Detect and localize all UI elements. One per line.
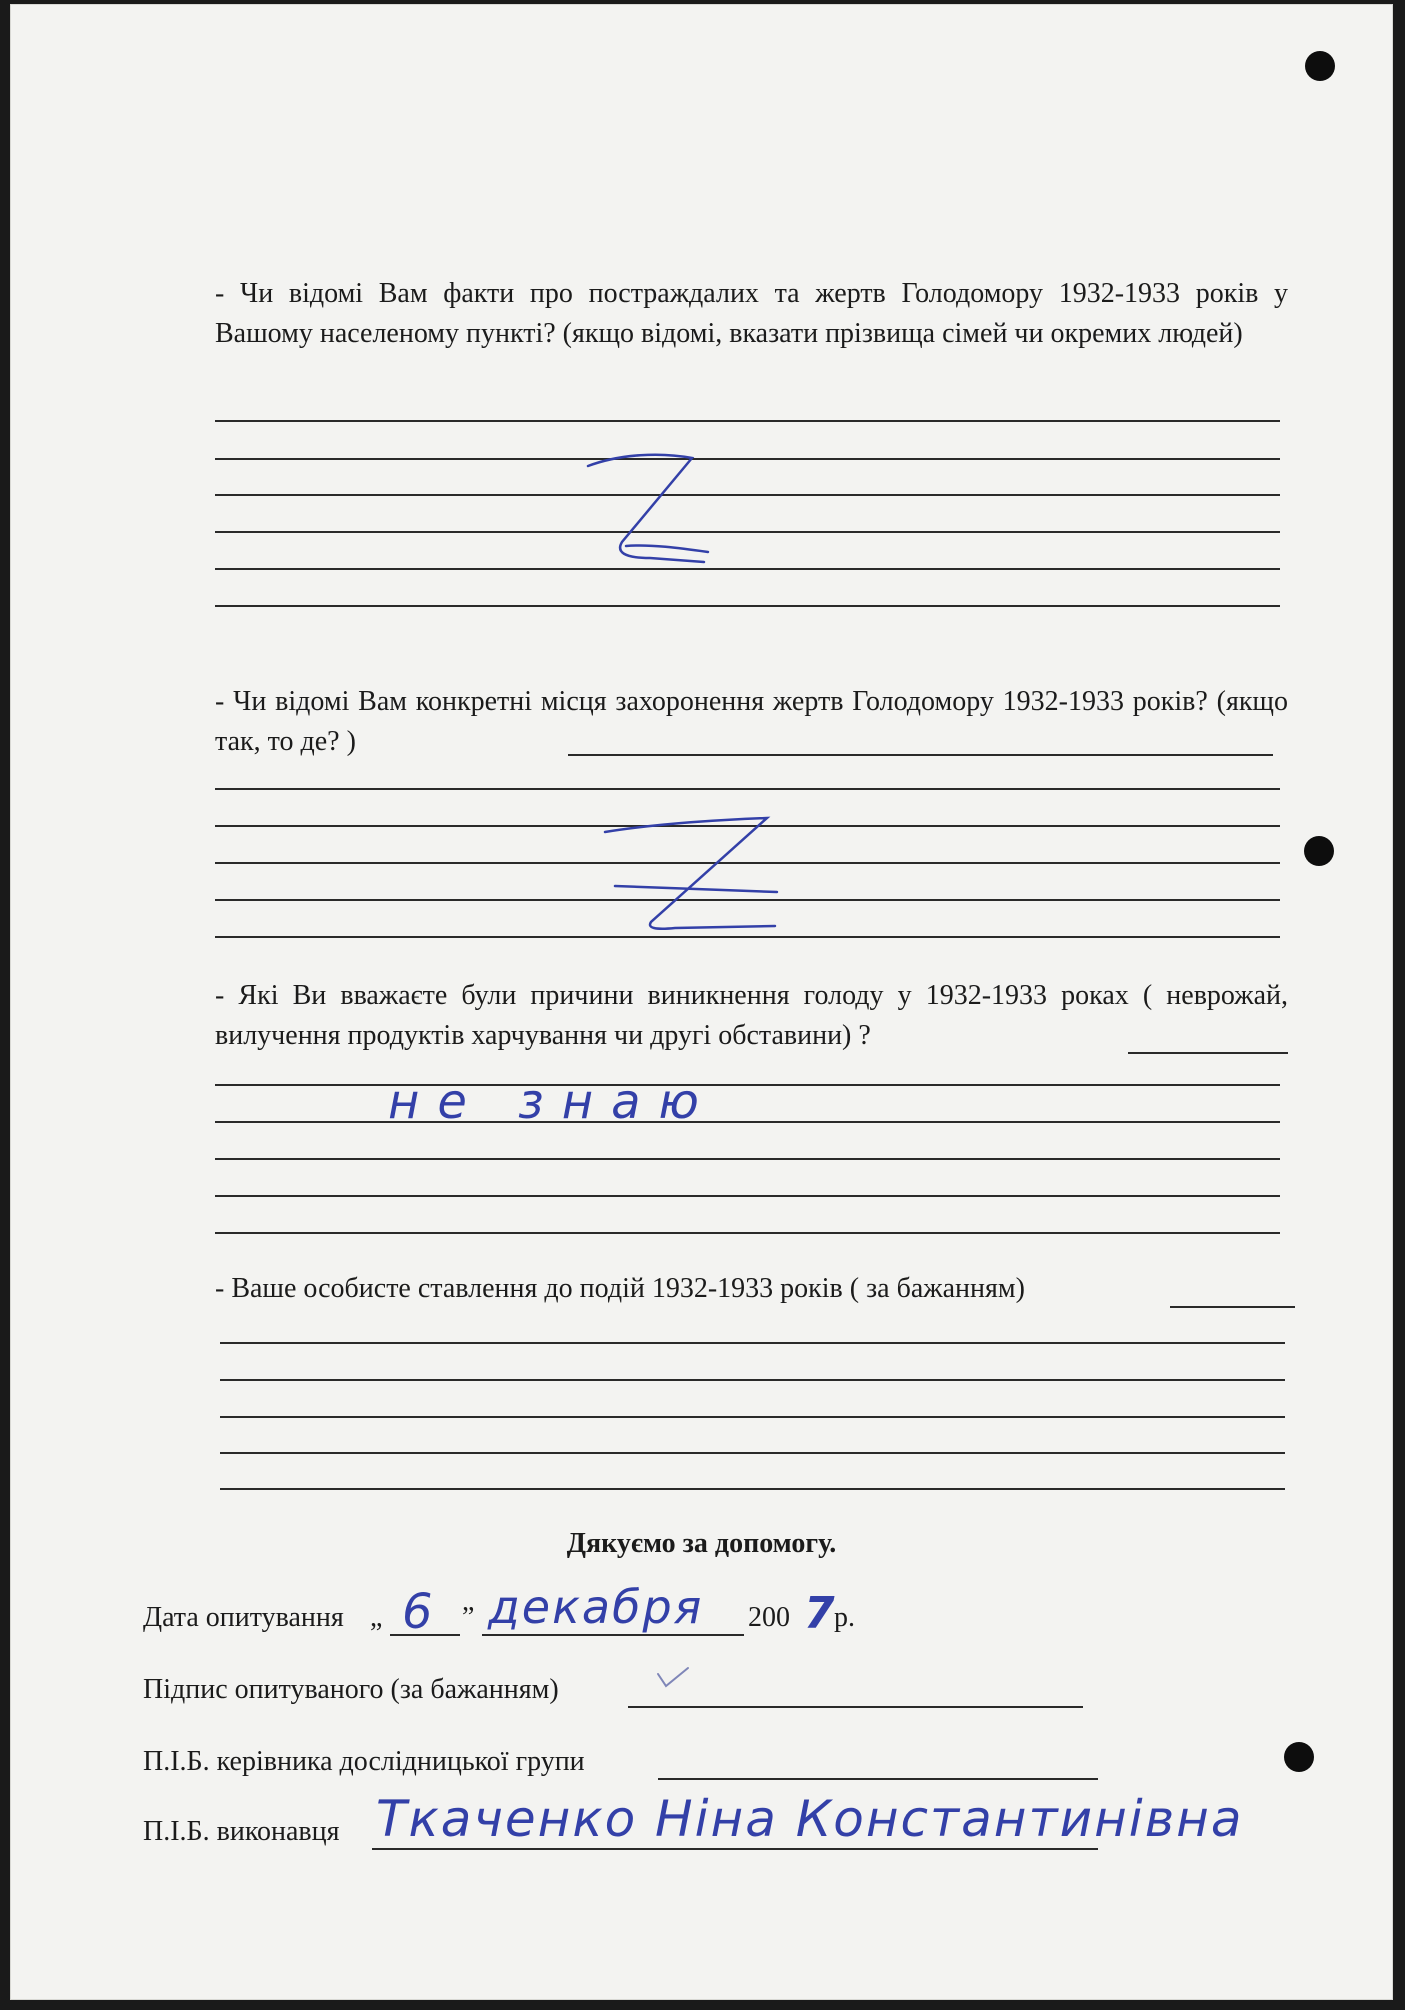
answer-line (215, 1195, 1280, 1197)
answer-line (215, 1084, 1280, 1086)
month-blank (482, 1634, 744, 1636)
leader-blank (658, 1778, 1098, 1780)
answer-line (215, 494, 1280, 496)
thanks-note: Дякуємо за допомогу. (566, 1528, 837, 1559)
respondent-signature-label: Підпис опитуваного (за бажанням) (143, 1674, 559, 1705)
answer-line (215, 568, 1280, 570)
date-quote-close: ” (462, 1602, 475, 1633)
z-strike-mark (580, 444, 720, 574)
group-leader-label: П.І.Б. керівника дослідницької групи (143, 1746, 585, 1777)
handwritten-month: декабря (488, 1580, 704, 1634)
answer-line (215, 420, 1280, 422)
questionnaire-page (10, 4, 1393, 2000)
question-3: - Які Ви вважаєте були причини виникнення голоду у 1932-1933 роках ( неврожай, вилучення продуктів харчування чи другі обставини) ? (215, 980, 1288, 1051)
answer-line (215, 862, 1280, 864)
tick-mark (654, 1664, 694, 1694)
answer-line (215, 1232, 1280, 1234)
handwritten-day: 6 (402, 1584, 433, 1640)
handwritten-executor-name: Ткаченко Ніна Константинівна (376, 1790, 1244, 1848)
year-prefix: 200 (748, 1602, 790, 1633)
answer-line (220, 1416, 1285, 1418)
answer-line (215, 1121, 1280, 1123)
answer-line (215, 936, 1280, 938)
answer-blank (1170, 1306, 1295, 1308)
year-suffix: р. (834, 1602, 855, 1633)
punch-hole (1284, 1742, 1314, 1772)
answer-line (220, 1342, 1285, 1344)
answer-line (215, 458, 1280, 460)
answer-line (215, 1158, 1280, 1160)
punch-hole (1304, 836, 1334, 866)
answer-blank (1128, 1052, 1288, 1054)
answer-blank (568, 754, 1273, 756)
survey-date-label: Дата опитування (143, 1602, 344, 1633)
question-1: - Чи відомі Вам факти про постраждалих та жертв Голодомору 1932-1933 років у Вашому населеному пункті? (якщо відомі, вказати прізвища сімей чи окремих людей) (215, 278, 1288, 349)
answer-line (215, 899, 1280, 901)
answer-line (215, 605, 1280, 607)
answer-line (220, 1488, 1285, 1490)
question-4: - Ваше особисте ставлення до подій 1932-1933 років ( за бажанням) (215, 1273, 1025, 1304)
date-quote-open: „ (370, 1602, 383, 1633)
handwritten-year-digit: 7 (804, 1588, 835, 1639)
answer-line (215, 531, 1280, 533)
handwritten-answer: не знаю (388, 1074, 717, 1130)
answer-line (220, 1452, 1285, 1454)
answer-line (220, 1379, 1285, 1381)
question-2: - Чи відомі Вам конкретні місця захоронення жертв Голодомору 1932-1933 років? (якщо так, то де? ) (215, 686, 1288, 757)
signature-blank (628, 1706, 1083, 1708)
punch-hole (1305, 51, 1335, 81)
answer-line (215, 825, 1280, 827)
executor-blank (372, 1848, 1098, 1850)
answer-line (215, 788, 1280, 790)
executor-label: П.І.Б. виконавця (143, 1816, 340, 1847)
